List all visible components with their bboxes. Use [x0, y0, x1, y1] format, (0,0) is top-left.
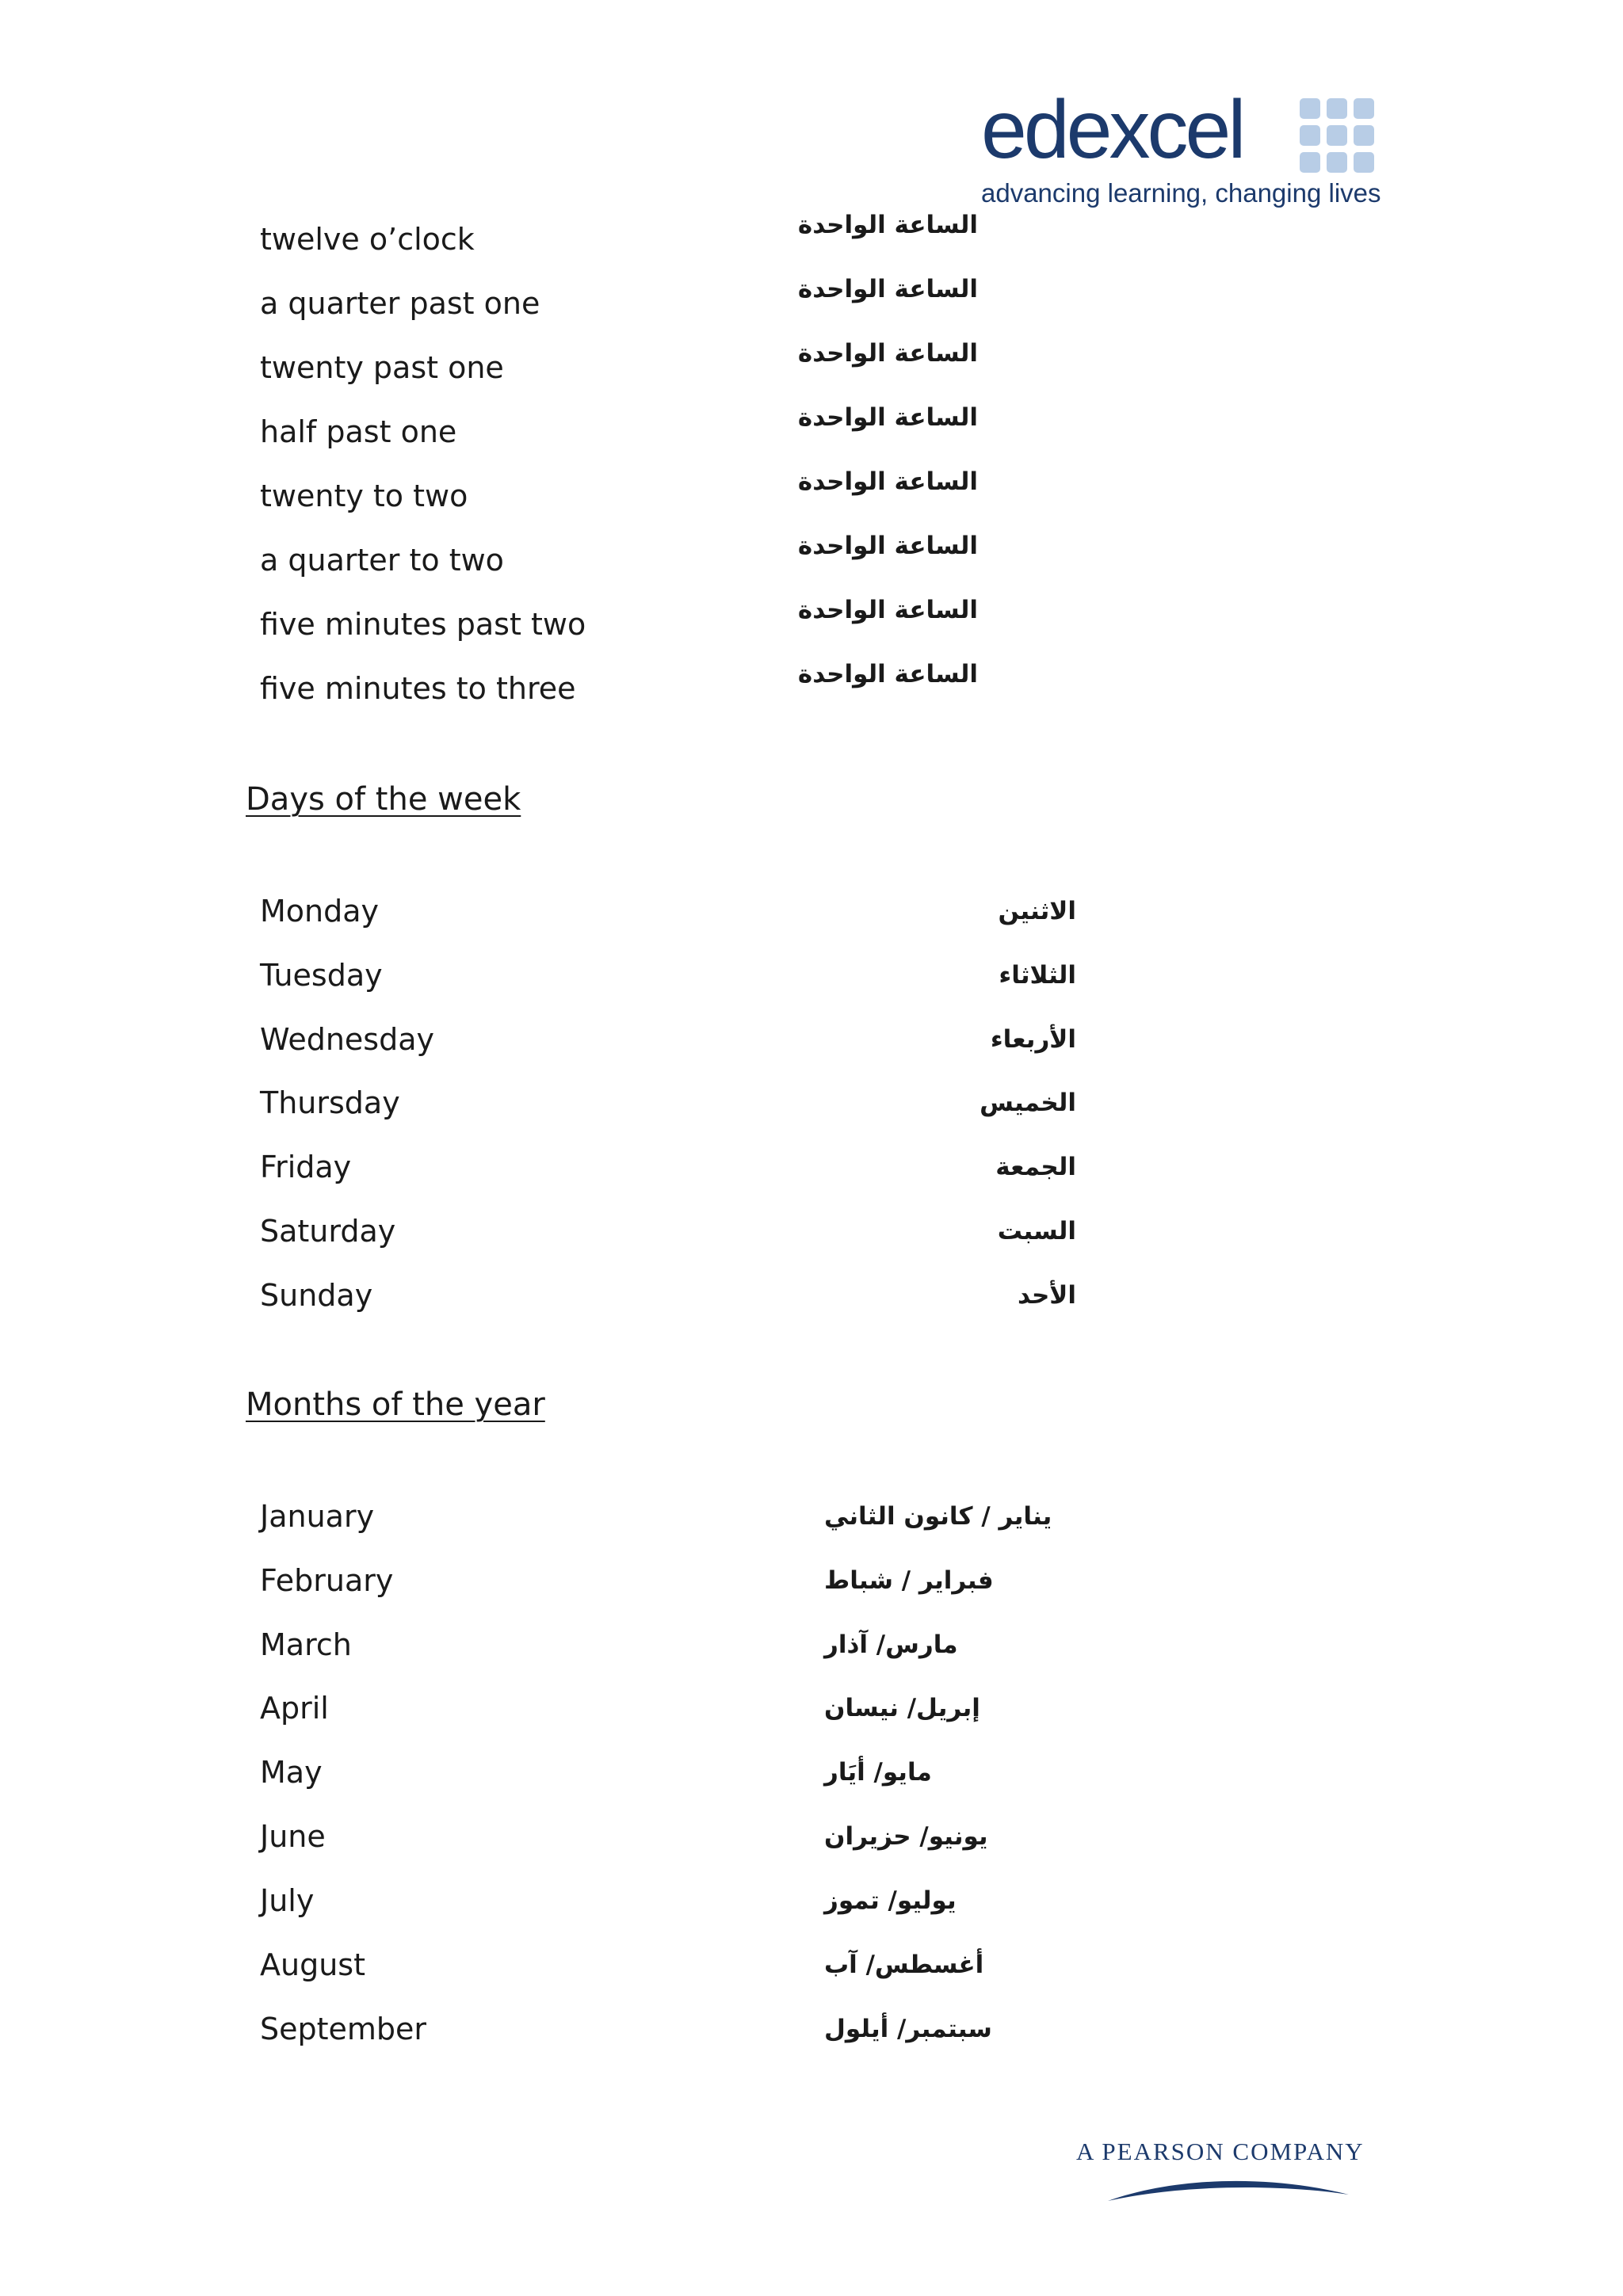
- time-ar: الساعة الواحدة: [797, 403, 978, 432]
- day-ar: السبت: [997, 1217, 1076, 1245]
- day-ar: الاثنين: [998, 897, 1076, 925]
- month-ar: أغسطس/ آب: [824, 1951, 984, 1979]
- month-ar: يناير / كانون الثاني: [824, 1502, 1052, 1531]
- time-ar: الساعة الواحدة: [797, 339, 978, 368]
- day-en: Saturday: [260, 1214, 396, 1249]
- day-ar: الجمعة: [995, 1153, 1076, 1181]
- day-en: Thursday: [260, 1085, 400, 1120]
- time-en: five minutes to three: [260, 671, 576, 706]
- month-en: September: [260, 2012, 427, 2046]
- time-ar: الساعة الواحدة: [797, 660, 978, 688]
- day-ar: الثلاثاء: [999, 961, 1076, 990]
- month-en: June: [260, 1819, 326, 1854]
- month-ar: إبريل/ نيسان: [824, 1694, 980, 1722]
- day-en: Sunday: [260, 1278, 373, 1313]
- month-ar: مايو/ أيَار: [824, 1758, 932, 1787]
- month-en: February: [260, 1563, 394, 1598]
- time-en: half past one: [260, 414, 457, 449]
- months-heading: Months of the year: [246, 1386, 545, 1423]
- month-ar: سبتمبر/ أيلول: [824, 2015, 992, 2043]
- month-ar: فبراير / شباط: [824, 1566, 994, 1595]
- month-en: January: [260, 1499, 375, 1534]
- time-en: twelve o’clock: [260, 222, 475, 257]
- day-en: Monday: [260, 894, 380, 929]
- time-en: five minutes past two: [260, 607, 586, 642]
- month-ar: يونيو/ حزيران: [824, 1822, 988, 1851]
- day-ar: الخميس: [980, 1089, 1076, 1117]
- edexcel-tagline: advancing learning, changing lives: [981, 178, 1381, 208]
- time-ar: الساعة الواحدة: [797, 211, 978, 239]
- day-ar: الأربعاء: [990, 1025, 1076, 1054]
- day-en: Wednesday: [260, 1022, 435, 1057]
- time-ar: الساعة الواحدة: [797, 532, 978, 560]
- time-ar: الساعة الواحدة: [797, 467, 978, 496]
- time-en: a quarter to two: [260, 543, 504, 578]
- pearson-swoosh-icon: [1108, 2172, 1349, 2204]
- month-en: July: [260, 1883, 315, 1918]
- time-ar: الساعة الواحدة: [797, 275, 978, 303]
- days-heading: Days of the week: [246, 781, 521, 818]
- time-en: twenty to two: [260, 479, 468, 513]
- edexcel-logo-word: edexcel: [981, 84, 1243, 176]
- day-en: Tuesday: [260, 958, 383, 993]
- edexcel-logo-grid-icon: [1300, 98, 1374, 173]
- month-en: March: [260, 1627, 352, 1662]
- month-ar: مارس/ آذار: [824, 1630, 958, 1659]
- day-ar: الأحد: [1018, 1281, 1076, 1310]
- month-en: May: [260, 1755, 323, 1790]
- pearson-company-label: A PEARSON COMPANY: [1076, 2138, 1365, 2165]
- month-ar: يوليو/ تموز: [824, 1886, 957, 1915]
- day-en: Friday: [260, 1150, 352, 1184]
- month-en: August: [260, 1947, 365, 1982]
- time-en: a quarter past one: [260, 286, 540, 321]
- time-ar: الساعة الواحدة: [797, 596, 978, 624]
- month-en: April: [260, 1691, 329, 1726]
- time-en: twenty past one: [260, 350, 504, 385]
